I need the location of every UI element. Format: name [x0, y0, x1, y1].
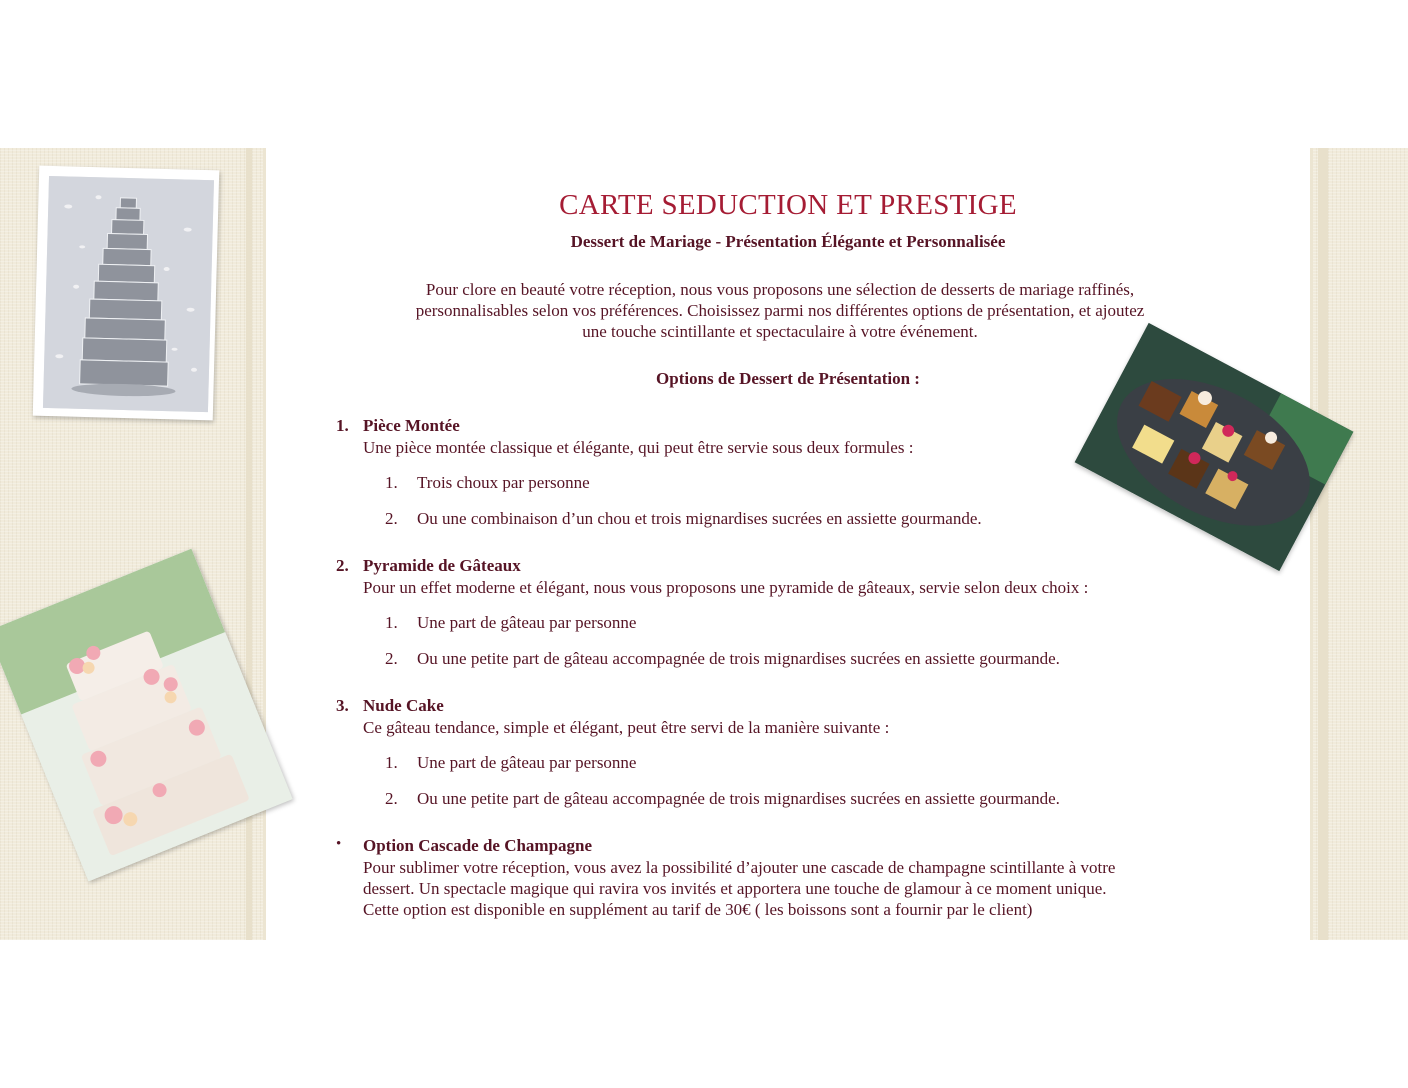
section-title: Pièce Montée: [363, 416, 460, 435]
list-item-text: Une part de gâteau par personne: [417, 753, 637, 772]
section-number: 3.: [336, 696, 349, 715]
page-title: CARTE SEDUCTION ET PRESTIGE: [559, 189, 1017, 221]
list-item-text: Trois choux par personne: [417, 473, 590, 492]
section-number: 2.: [336, 556, 349, 575]
list-item-number: 1.: [385, 473, 398, 492]
wedding-cake-photo: [33, 166, 219, 421]
list-item-text: Ou une petite part de gâteau accompagnée de trois mignardises sucrées en assiette gourmande.: [417, 649, 1060, 668]
slide: [0, 148, 1408, 940]
intro-line: Pour clore en beauté votre réception, nous vous proposons une sélection de desserts de mariage raffinés,: [425, 280, 1135, 299]
intro-line: une touche scintillante et spectaculaire à votre événement.: [582, 322, 978, 341]
page-subtitle: Dessert de Mariage - Présentation Élégante et Personnalisée: [570, 232, 1006, 251]
section-title: Pyramide de Gâteaux: [363, 556, 521, 575]
list-item-text: Une part de gâteau par personne: [417, 613, 637, 632]
options-heading: Options de Dessert de Présentation :: [656, 369, 920, 388]
description-line: Pour sublimer votre réception, vous avez la possibilité d’ajouter une cascade de champagne scintillante à votre: [363, 858, 1116, 877]
section-title: Option Cascade de Champagne: [363, 836, 593, 855]
section-description: Une pièce montée classique et élégante, qui peut être servie sous deux formules :: [363, 438, 914, 457]
section-number: 1.: [336, 416, 349, 435]
list-item-number: 2.: [385, 649, 398, 668]
section-description: Ce gâteau tendance, simple et élégant, peut être servi de la manière suivante :: [363, 718, 890, 737]
intro-line: personnalisables selon vos préférences. Choisissez parmi nos différentes options de présentation, et ajoutez: [415, 301, 1145, 320]
list-item-text: Ou une petite part de gâteau accompagnée de trois mignardises sucrées en assiette gourmande.: [417, 789, 1060, 808]
section-description: Pour un effet moderne et élégant, nous vous proposons une pyramide de gâteaux, servie selon deux choix :: [363, 578, 1089, 597]
list-item-number: 1.: [385, 613, 398, 632]
list-item-number: 2.: [385, 509, 398, 528]
content-paper: [266, 148, 1310, 940]
list-item-text: Ou une combinaison d’un chou et trois mignardises sucrées en assiette gourmande.: [417, 509, 982, 528]
section-title: Nude Cake: [363, 696, 444, 715]
section-description: [363, 857, 1115, 920]
right-stripe: [1318, 148, 1328, 940]
list-item-number: 1.: [385, 753, 398, 772]
description-line: dessert. Un spectacle magique qui ravira vos invités et apportera une touche de glamour à ce moment unique.: [363, 879, 1107, 898]
description-line: Cette option est disponible en supplément au tarif de 30€ ( les boissons sont a fournir par le client): [363, 900, 1033, 919]
intro-paragraph: [360, 279, 1200, 342]
bullet-marker: •: [336, 836, 342, 852]
list-item-number: 2.: [385, 789, 398, 808]
left-stripe: [246, 148, 252, 940]
